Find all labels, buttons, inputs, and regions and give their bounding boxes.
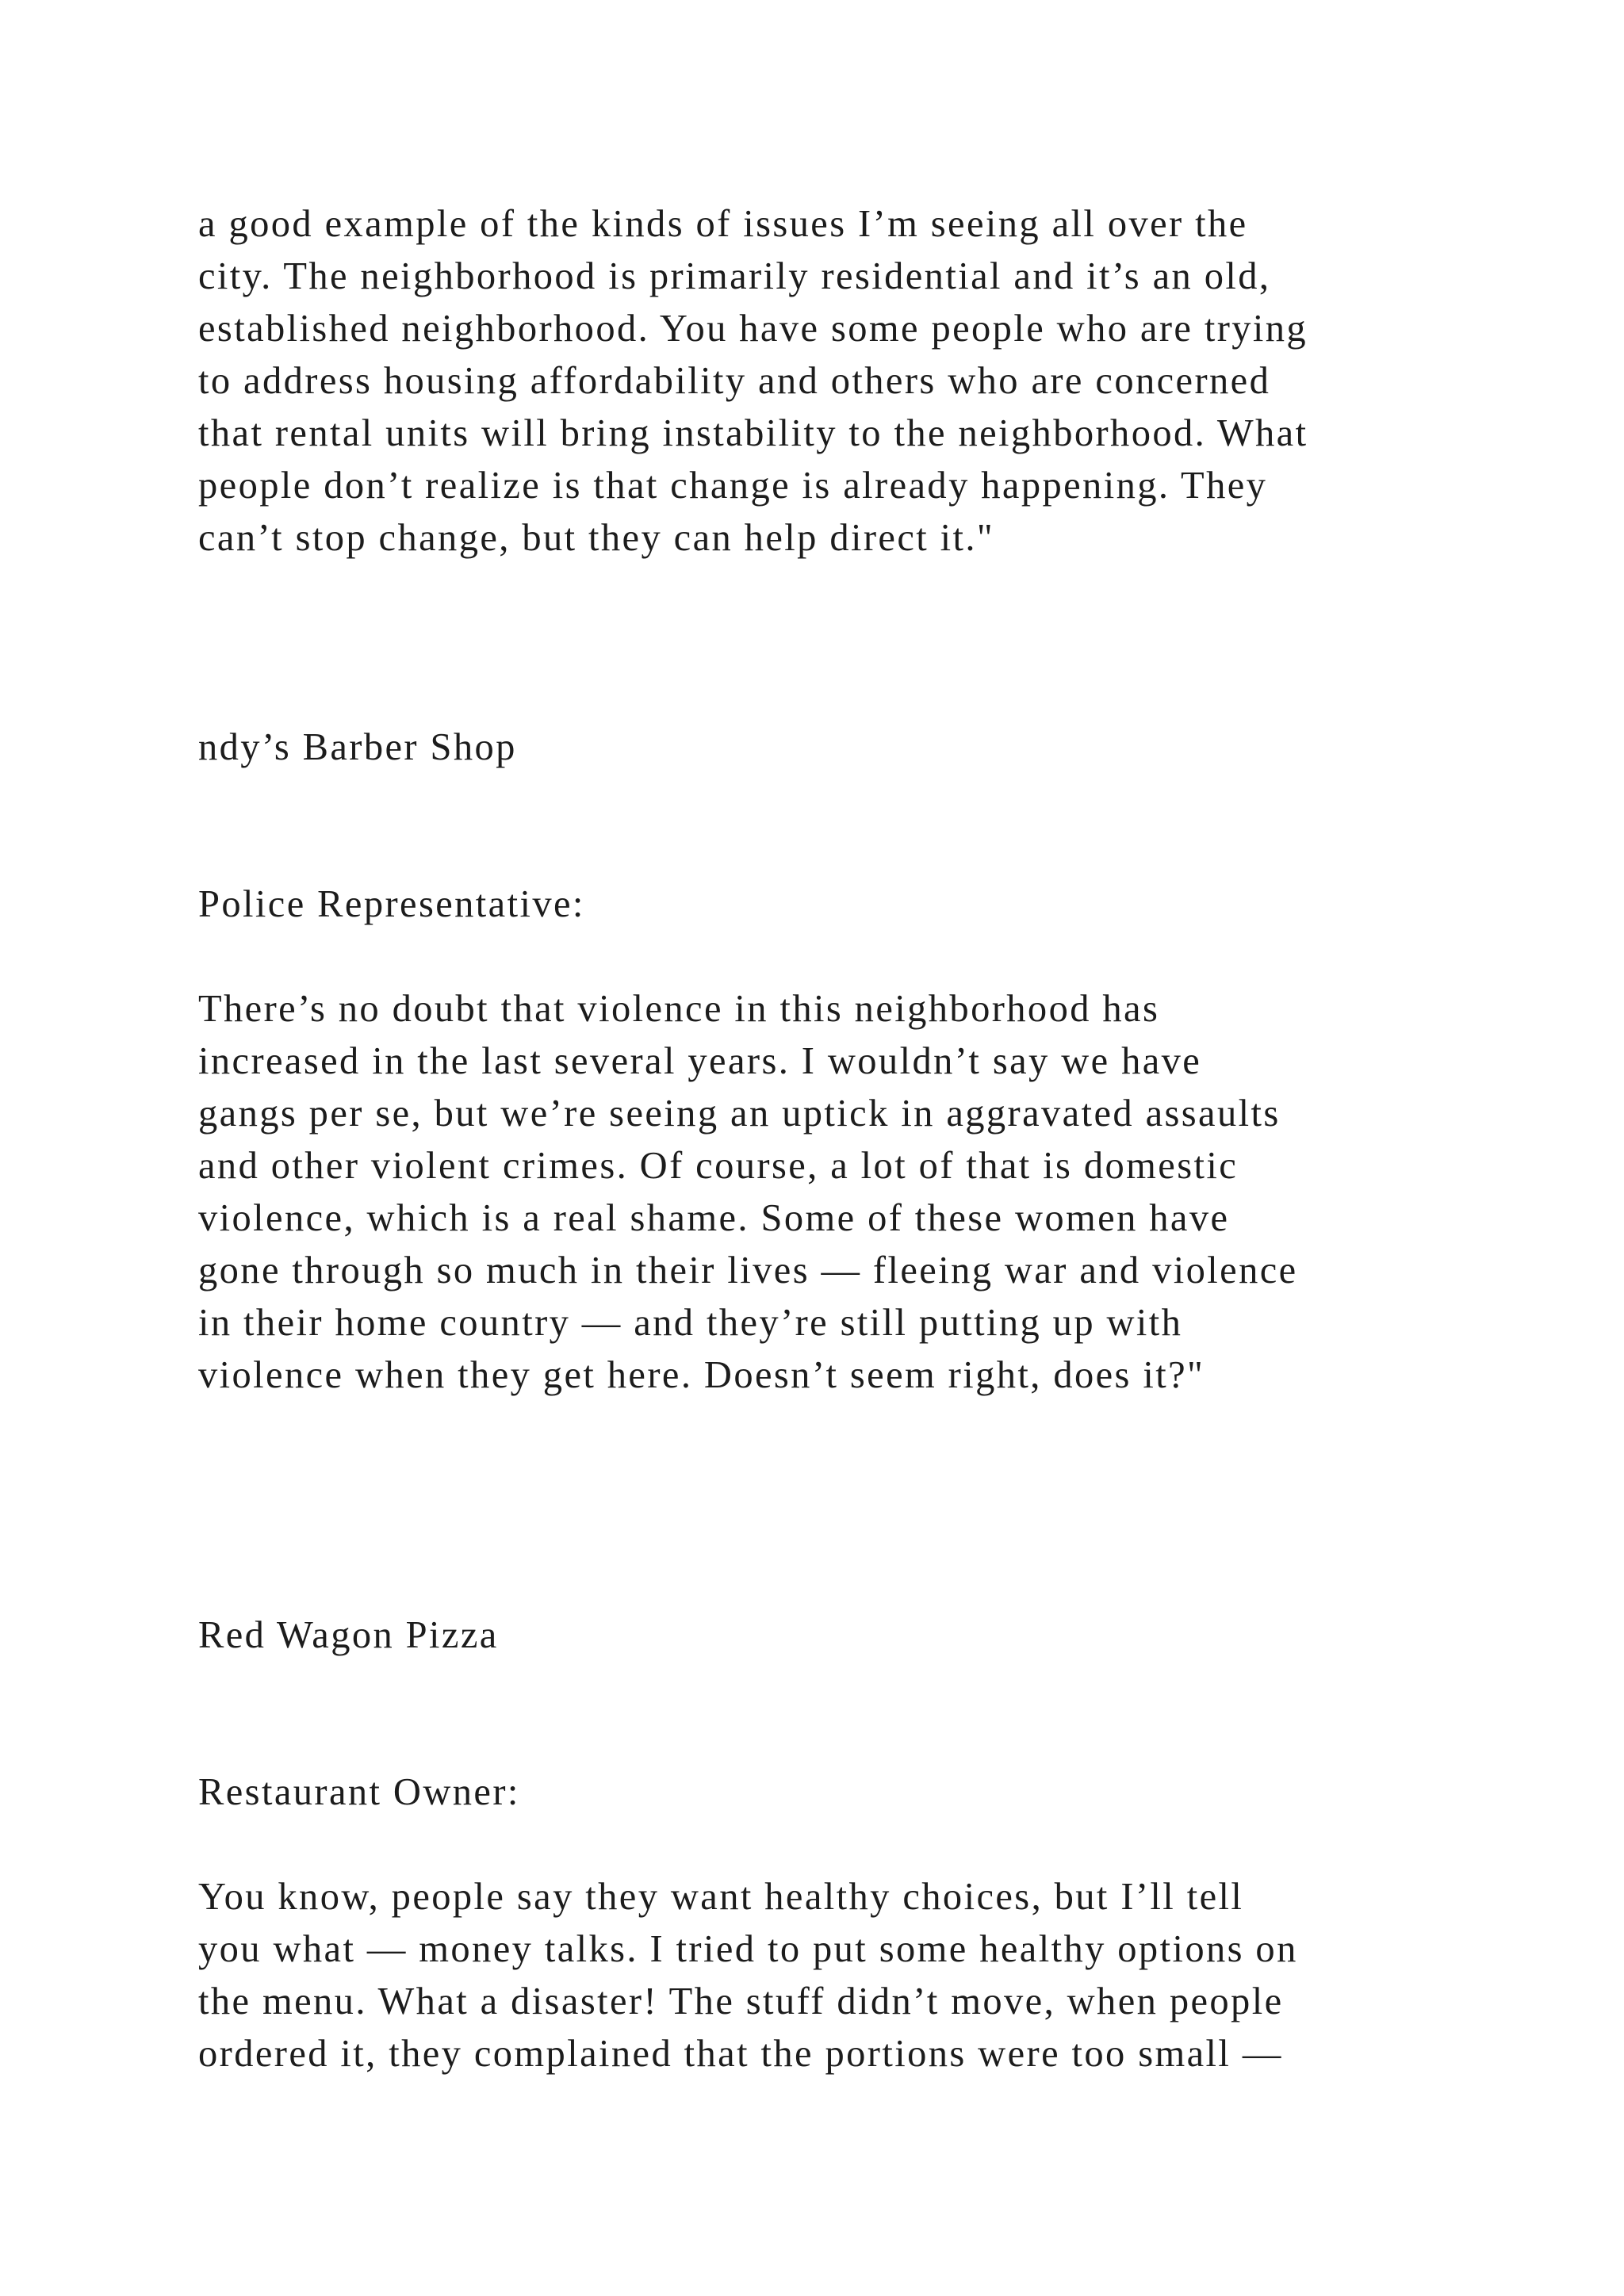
speaker-label-restaurant-owner: Restaurant Owner: — [198, 1771, 520, 1813]
restaurant-owner-quote: You know, people say they want healthy choices, but I’ll tell you what — money talks. I tried to put some healthy options on the menu. What a disaster! The stuff didn’t move, when people ordered it, they complained that the portions were too small — — [198, 1876, 1298, 2075]
intro-paragraph: a good example of the kinds of issues I’m seeing all over the city. The neighborhood is primarily residential and it’s an old, established neighborhood. You have some people who are trying to address housing affordability and others who are concerned that rental units will bring instability to the neighborhood. What people don’t realize is that change is already happening. They can’t stop change, but they can help direct it." — [198, 203, 1308, 559]
speaker-label-police-representative: Police Representative: — [198, 883, 585, 925]
location-heading-red-wagon-pizza: Red Wagon Pizza — [198, 1614, 499, 1656]
location-heading-barber-shop: ndy’s Barber Shop — [198, 726, 517, 768]
police-representative-quote: There’s no doubt that violence in this neighborhood has increased in the last several years. I wouldn’t say we have gangs per se, but we’re seeing an uptick in aggravated assaults and other violent crimes. Of course, a lot of that is domestic violence, which is a real shame. Some of these women have gone through so much in their lives — fleeing war and violence in their home country — and they’re still putting up with violence when they get here. Doesn’t seem right, does it?" — [198, 988, 1298, 1396]
